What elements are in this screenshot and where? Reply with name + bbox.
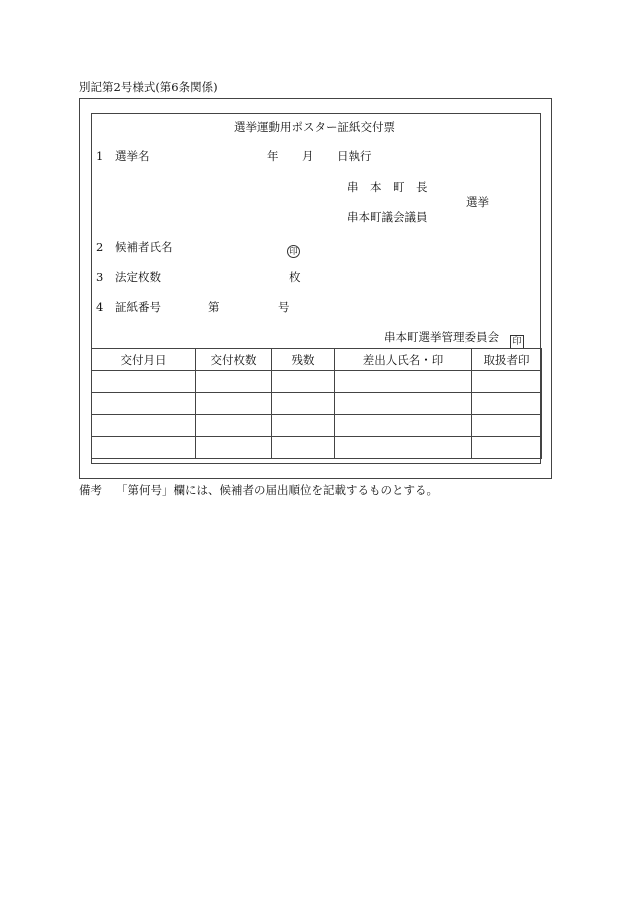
committee-seal [510, 329, 524, 349]
election-year-label: 年 [267, 149, 279, 163]
table-cell[interactable] [335, 437, 472, 459]
table-row [92, 393, 542, 415]
item-3-label: 法定枚数 [115, 270, 161, 284]
table-cell[interactable] [92, 371, 196, 393]
item-1-label: 選挙名 [115, 149, 150, 163]
item-2-label: 候補者氏名 [115, 240, 173, 254]
header-handler-seal: 取扱者印 [472, 349, 542, 371]
stamp-number-suffix: 号 [278, 300, 290, 314]
header-submitter: 差出人氏名・印 [335, 349, 472, 371]
committee-seal-mark: 印 [510, 335, 524, 349]
footnote-label: 備考 [79, 483, 102, 497]
table-cell[interactable] [92, 393, 196, 415]
form-reference-note: 別記第2号様式(第6条関係) [79, 80, 218, 94]
table-header-row [92, 349, 542, 371]
item-4-number: 4 [96, 300, 104, 314]
item-1-number: 1 [96, 149, 104, 163]
candidate-seal [287, 239, 300, 258]
election-day-label: 日執行 [337, 149, 372, 163]
header-issue-count: 交付枚数 [196, 349, 272, 371]
header-remaining: 残数 [272, 349, 335, 371]
table-cell[interactable] [472, 415, 542, 437]
table-cell[interactable] [272, 437, 335, 459]
table-cell[interactable] [335, 371, 472, 393]
issuer-mayor: 串 本 町 長 [347, 180, 428, 194]
table-cell[interactable] [335, 393, 472, 415]
table-cell[interactable] [196, 393, 272, 415]
table-cell[interactable] [272, 415, 335, 437]
table-cell[interactable] [472, 371, 542, 393]
table-cell[interactable] [272, 393, 335, 415]
table-cell[interactable] [196, 371, 272, 393]
form-title: 選挙運動用ポスター証紙交付票 [234, 120, 395, 134]
table-cell[interactable] [272, 371, 335, 393]
issuer-council: 串本町議会議員 [347, 210, 428, 224]
stamp-number-prefix: 第 [208, 300, 220, 314]
footnote-text: 「第何号」欄には、候補者の届出順位を記載するものとする。 [116, 483, 438, 497]
issuer-election: 選挙 [466, 195, 489, 209]
issuance-record-table [91, 348, 542, 459]
table-row [92, 437, 542, 459]
table-row [92, 371, 542, 393]
item-4-label: 証紙番号 [115, 300, 161, 314]
table-cell[interactable] [196, 437, 272, 459]
item-3-number: 3 [96, 270, 104, 284]
candidate-seal-mark: 印 [287, 245, 300, 258]
table-cell[interactable] [335, 415, 472, 437]
table-row [92, 415, 542, 437]
table-cell[interactable] [196, 415, 272, 437]
table-cell[interactable] [92, 437, 196, 459]
table-cell[interactable] [472, 393, 542, 415]
table-cell[interactable] [92, 415, 196, 437]
sheet-count-unit: 枚 [289, 270, 301, 284]
election-month-label: 月 [302, 149, 314, 163]
table-cell[interactable] [472, 437, 542, 459]
committee-name: 串本町選挙管理委員会 [384, 330, 499, 344]
item-2-number: 2 [96, 240, 104, 254]
header-issue-date: 交付月日 [92, 349, 196, 371]
